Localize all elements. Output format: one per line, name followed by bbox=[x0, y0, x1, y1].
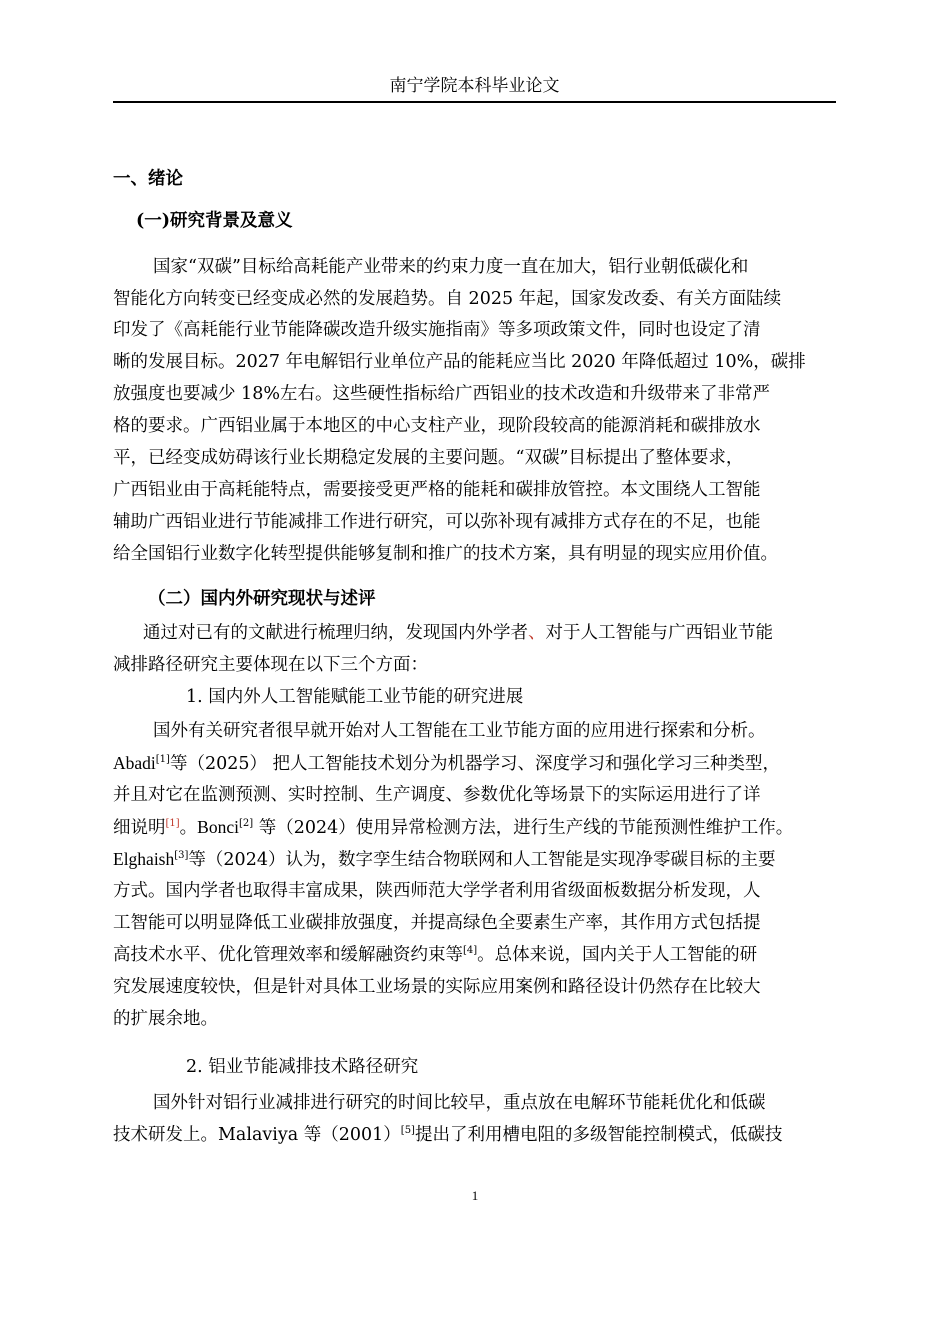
paragraph-line: 并且对它在监测预测、实时控制、生产调度、参数优化等场景下的实际运用进行了详 bbox=[113, 785, 761, 805]
item-title-aluminum-path: 2. 铝业节能减排技术路径研究 bbox=[186, 1057, 419, 1077]
paragraph-line: 印发了《高耗能行业节能降碳改造升级实施指南》等多项政策文件，同时也设定了清 bbox=[113, 320, 761, 340]
paragraph-line: 辅助广西铝业进行节能减排工作进行研究，可以弥补现有减排方式存在的不足，也能 bbox=[113, 512, 761, 532]
citation: [1] bbox=[165, 818, 180, 829]
text: 对于人工智能与广西铝业节能 bbox=[545, 623, 773, 643]
paragraph-line: 格的要求。广西铝业属于本地区的中心支柱产业，现阶段较高的能源消耗和碳排放水 bbox=[113, 416, 761, 436]
paragraph-line: 智能化方向转变已经变成必然的发展趋势。自 2025 年起，国家发改委、有关方面陆续 bbox=[113, 289, 782, 309]
text: 提出了利用槽电阻的多级智能控制模式，低碳技 bbox=[414, 1125, 783, 1145]
paragraph-line: 方式。国内学者也取得丰富成果，陕西师范大学学者利用省级面板数据分析发现，人 bbox=[113, 881, 761, 901]
citation: [1] bbox=[155, 754, 170, 765]
header-rule bbox=[113, 101, 836, 103]
paragraph-line bbox=[113, 1122, 782, 1148]
text: 高技术水平、优化管理效率和缓解融资约束等 bbox=[113, 945, 463, 965]
text: 。Bonci bbox=[179, 817, 239, 837]
text: 技术研发上。Malaviya 等（2001） bbox=[113, 1125, 401, 1145]
citation: [5] bbox=[400, 1125, 415, 1136]
text: 细说明 bbox=[113, 818, 166, 838]
paragraph-line bbox=[113, 942, 757, 968]
text: 等（2025） 把人工智能技术划分为机器学习、深度学习和强化学习三种类型， bbox=[169, 754, 781, 774]
citation: [4] bbox=[463, 945, 478, 956]
paragraph-line: 国家“双碳”目标给高耗能产业带来的约束力度一直在加大，铝行业朝低碳化和 bbox=[153, 257, 749, 277]
paragraph-line: 国外针对铝行业减排进行研究的时间比较早，重点放在电解环节能耗优化和低碳 bbox=[153, 1093, 766, 1113]
paragraph-line bbox=[113, 846, 775, 873]
paragraph-line: 工智能可以明显降低工业碳排放强度，并提高绿色全要素生产率，其作用方式包括提 bbox=[113, 913, 761, 933]
author: Abadi bbox=[113, 753, 156, 773]
paragraph-line bbox=[113, 750, 780, 777]
text: 通过对已有的文献进行梳理归纳，发现国内外学者 bbox=[143, 623, 528, 643]
red-punctuation: 、 bbox=[528, 623, 546, 643]
paragraph-line: 广西铝业由于高耗能特点，需要接受更严格的能耗和碳排放管控。本文围绕人工智能 bbox=[113, 480, 761, 500]
paragraph-line: 平，已经变成妨碍该行业长期稳定发展的主要问题。“双碳”目标提出了整体要求， bbox=[113, 448, 744, 468]
paragraph-line: 给全国铝行业数字化转型提供能够复制和推广的技术方案，具有明显的现实应用价值。 bbox=[113, 544, 778, 564]
author: Elghaish bbox=[113, 849, 175, 869]
text: 。总体来说，国内关于人工智能的研 bbox=[477, 945, 758, 965]
page-number: 1 bbox=[471, 1188, 479, 1203]
text: 等（2024）认为，数字孪生结合物联网和人工智能是实现净零碳目标的主要 bbox=[188, 850, 776, 870]
item-title-ai-industrial: 1. 国内外人工智能赋能工业节能的研究进展 bbox=[186, 687, 524, 707]
paragraph-line: 国外有关研究者很早就开始对人工智能在工业节能方面的应用进行探索和分析。 bbox=[153, 721, 766, 741]
text: 等（2024）使用异常检测方法，进行生产线的节能预测性维护工作。 bbox=[253, 818, 794, 838]
paragraph-line: 减排路径研究主要体现在以下三个方面： bbox=[113, 655, 428, 675]
paragraph-line: 放强度也要减少 18%左右。这些硬性指标给广西铝业的技术改造和升级带来了非常严 bbox=[113, 384, 770, 404]
paragraph-line bbox=[143, 620, 773, 646]
paragraph-line: 究发展速度较快，但是针对具体工业场景的实际应用案例和路径设计仍然存在比较大 bbox=[113, 977, 761, 997]
citation: [2] bbox=[238, 818, 254, 829]
paragraph-line bbox=[113, 814, 793, 841]
page-header: 南宁学院本科毕业论文 bbox=[389, 76, 560, 96]
paragraph-line: 晰的发展目标。2027 年电解铝行业单位产品的能耗应当比 2020 年降低超过 10%，碳排 bbox=[113, 352, 806, 372]
subsection-title-research-status: （二）国内外研究现状与述评 bbox=[148, 589, 376, 609]
subsection-title-background: (一)研究背景及意义 bbox=[136, 211, 293, 231]
paragraph-line: 的扩展余地。 bbox=[113, 1009, 218, 1029]
section-title: 一、绪论 bbox=[113, 169, 183, 189]
citation: [3] bbox=[174, 850, 189, 861]
